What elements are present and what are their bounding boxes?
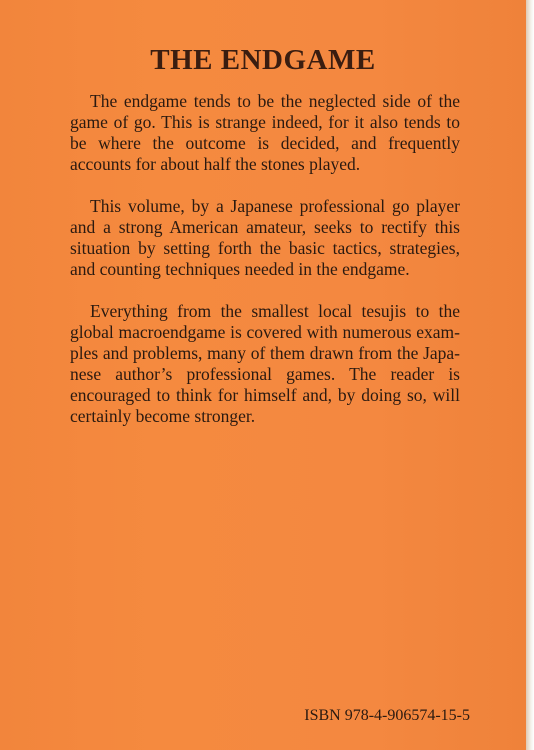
blurb-text [70,91,460,448]
page-edge [526,0,534,750]
blurb-paragraph-1: The endgame tends to be the neglected side of the game of go. This is strange indeed, for it also tends to be where the outcome is decided, and frequently accounts for about half the stones played. [70,91,460,174]
blurb-paragraph-3: Everything from the smallest local tesujis to the global macroendgame is covered with numerous examples and problems, many of them drawn from the Japanese author’s professional games. The reader is encouraged to think for himself and, by doing so, will certainly become stronger. [70,301,460,426]
book-title: THE ENDGAME [150,44,376,76]
blurb-paragraph-2: This volume, by a Japanese professional go player and a strong American amateur, seeks to rectify this situation by setting forth the basic tactics, strategies, and counting techniques needed in the endgame. [70,196,460,279]
isbn-number: ISBN 978-4-906574-15-5 [304,707,470,724]
